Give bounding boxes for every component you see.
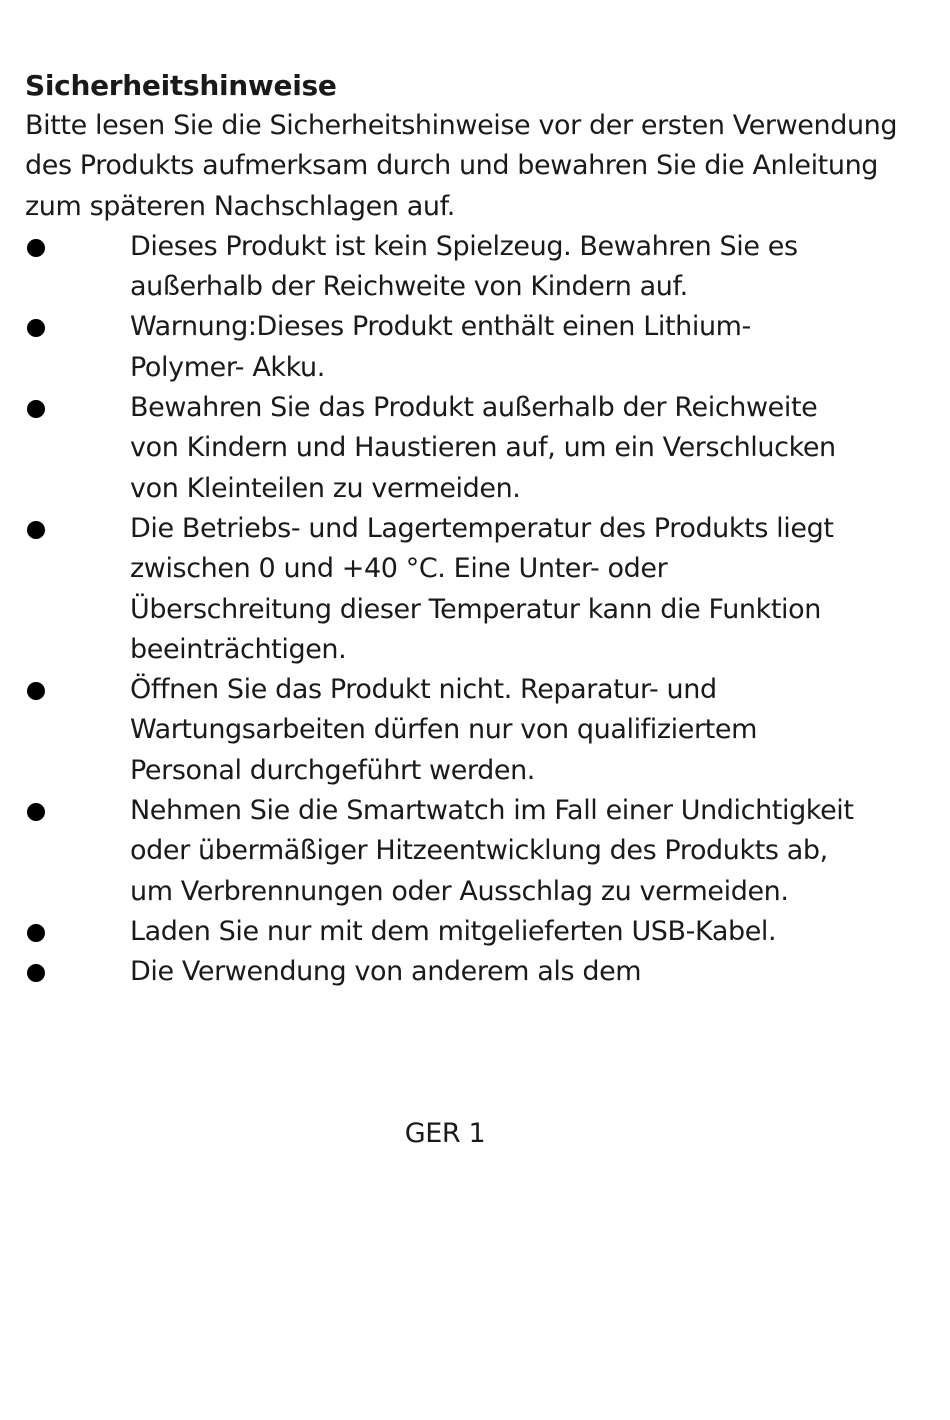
document-page <box>25 66 905 993</box>
list-item <box>25 791 865 912</box>
list-item <box>25 227 865 308</box>
list-item-text: Bewahren Sie das Produkt außerhalb der Reichweite von Kindern und Haustieren auf, um ein Verschlucken von Kleinteilen zu vermeiden. <box>130 392 836 504</box>
bullet-dot-icon <box>27 239 45 257</box>
list-item <box>25 670 865 791</box>
list-item-text: Die Betriebs- und Lagertemperatur des Produkts liegt zwischen 0 und +40 °C. Eine Unter- oder Überschreitung dieser Temperatur kann die Funktion beeinträchtigen. <box>130 512 834 665</box>
intro-paragraph: Bitte lesen Sie die Sicherheitshinweise vor der ersten Verwendung des Produkts aufmerksam durch und bewahren Sie die Anleitung zum späteren Nachschlagen auf. <box>25 110 898 222</box>
list-item <box>25 388 865 509</box>
bullet-dot-icon <box>27 964 45 982</box>
list-item <box>25 307 865 388</box>
section-heading: Sicherheitshinweise <box>25 69 337 102</box>
bullet-dot-icon <box>27 803 45 821</box>
list-item-text: Laden Sie nur mit dem mitgelieferten USB-Kabel. <box>130 915 777 947</box>
bullet-dot-icon <box>27 521 45 539</box>
list-item-text: Nehmen Sie die Smartwatch im Fall einer Undichtigkeit oder übermäßiger Hitzeentwicklung des Produkts ab, um Verbrennungen oder Ausschlag zu vermeiden. <box>130 795 854 907</box>
bullet-dot-icon <box>27 924 45 942</box>
bullet-dot-icon <box>27 319 45 337</box>
list-item-text: Dieses Produkt ist kein Spielzeug. Bewahren Sie es außerhalb der Reichweite von Kindern auf. <box>130 230 798 303</box>
list-item <box>25 912 865 952</box>
page-number: GER 1 <box>404 1118 486 1149</box>
list-item <box>25 952 865 992</box>
safety-bullet-list <box>25 227 905 993</box>
list-item-text: Öffnen Sie das Produkt nicht. Reparatur- und Wartungsarbeiten dürfen nur von qualifiziertem Personal durchgeführt werden. <box>130 674 757 786</box>
list-item <box>25 509 865 670</box>
bullet-dot-icon <box>27 400 45 418</box>
list-item-text: Warnung:Dieses Produkt enthält einen Lithium-Polymer- Akku. <box>130 311 751 383</box>
bullet-dot-icon <box>27 682 45 700</box>
list-item-text: Die Verwendung von anderem als dem <box>130 956 642 988</box>
